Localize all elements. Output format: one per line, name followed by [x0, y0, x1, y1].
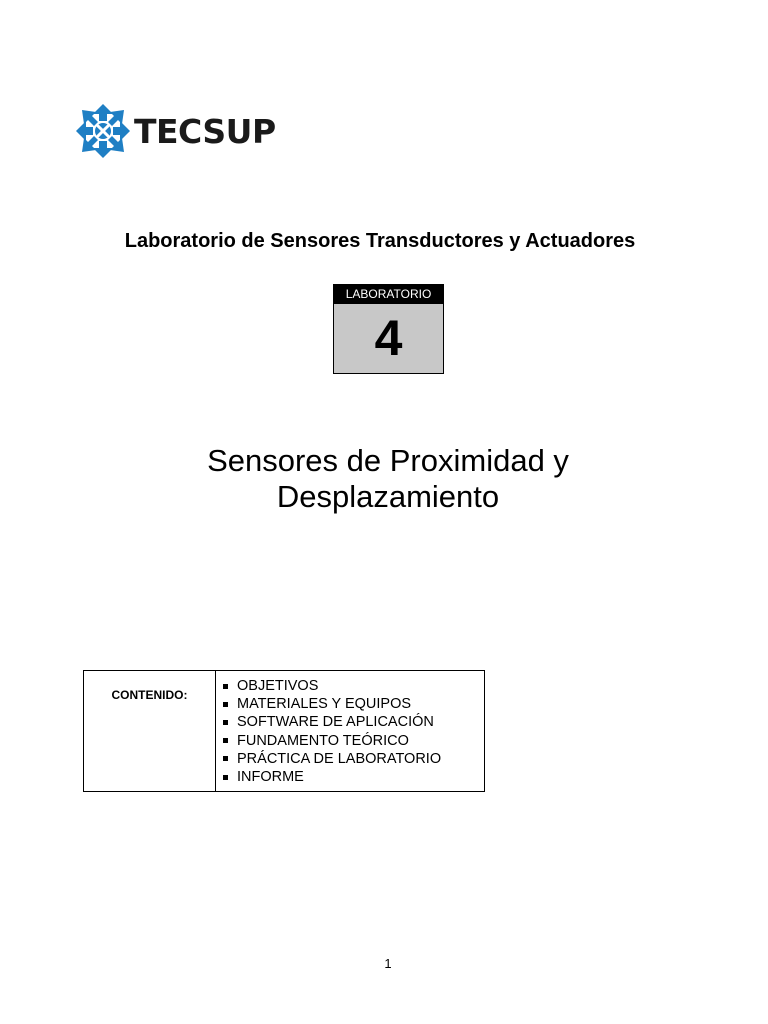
- list-item-text: PRÁCTICA DE LABORATORIO: [237, 750, 442, 767]
- document-title: [0, 443, 768, 515]
- bullet-icon: [223, 738, 228, 743]
- contents-list: [216, 671, 441, 791]
- bullet-icon: [223, 775, 228, 780]
- bullet-icon: [223, 720, 228, 725]
- list-item-text: MATERIALES Y EQUIPOS: [237, 696, 412, 713]
- tecsup-logo-icon: [76, 104, 130, 158]
- list-item: [220, 750, 441, 768]
- list-item: [220, 768, 441, 786]
- lab-box-header: LABORATORIO: [334, 285, 443, 304]
- contents-table: [83, 670, 485, 792]
- bullet-icon: [223, 684, 228, 689]
- course-title: Laboratorio de Sensores Transductores y Actuadores: [124, 230, 636, 252]
- contents-label: CONTENIDO:: [84, 671, 216, 791]
- list-item-text: INFORME: [237, 769, 304, 786]
- list-item: [220, 713, 441, 731]
- list-item: [220, 677, 441, 695]
- bullet-icon: [223, 702, 228, 707]
- list-item-text: FUNDAMENTO TEÓRICO: [237, 732, 409, 749]
- bullet-icon: [223, 756, 228, 761]
- list-item: [220, 732, 441, 750]
- list-item-text: OBJETIVOS: [237, 678, 319, 694]
- document-title-line-1: Sensores de Proximidad y: [207, 443, 569, 478]
- document-title-line-2: Desplazamiento: [276, 479, 500, 514]
- page-number: 1: [384, 956, 392, 971]
- lab-number: 4: [374, 310, 403, 366]
- tecsup-logo: [76, 104, 276, 158]
- lab-number-box: [333, 284, 444, 374]
- logo-wordmark: TECSUP: [134, 111, 276, 151]
- list-item: [220, 695, 441, 713]
- list-item-text: SOFTWARE DE APLICACIÓN: [237, 714, 434, 731]
